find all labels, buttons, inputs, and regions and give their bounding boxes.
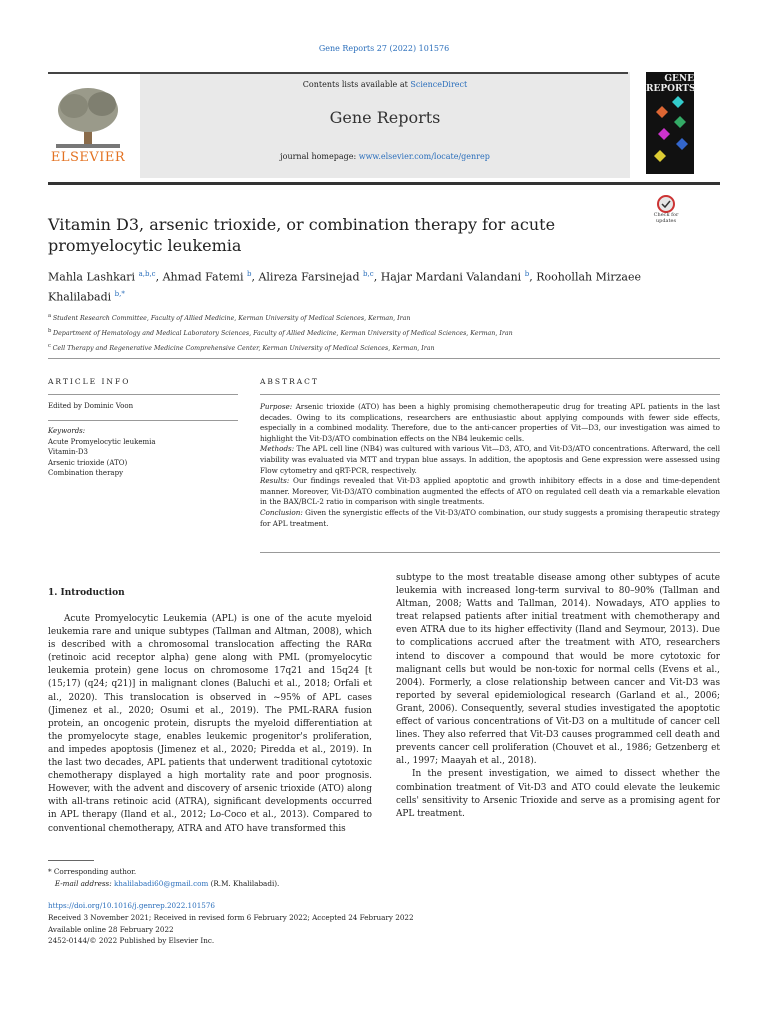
conclusion-label: Conclusion: [260, 507, 303, 517]
author-name[interactable]: Hajar Mardani Valandani [380, 270, 525, 284]
received-dates: Received 3 November 2021; Received in revised form 6 February 2022; Accepted 24 February 2022 [48, 912, 414, 922]
article-info-rule [48, 394, 238, 395]
journal-title: Gene Reports [329, 108, 441, 127]
author-name[interactable]: Roohollah Mirzaee Khalilabadi [48, 270, 642, 304]
copyright: 2452-0144/© 2022 Published by Elsevier Inc. [48, 936, 215, 946]
section-divider [48, 358, 720, 359]
abstract-methods: Methods: The APL cell line (NB4) was cultured with various Vit—D3, ATO, and Vit-D3/ATO concentrations. Afterward, the cell viability was evaluated via MTT and trypan blue assays. In addition, the apoptosis and Gene expression were assessed using Flow cytometry and qRT-PCR, respectively. [260, 444, 720, 475]
abstract-rule [260, 394, 720, 395]
publisher-name: ELSEVIER [50, 150, 126, 165]
contents-prefix: Contents lists available at [302, 80, 408, 89]
article-title: Vitamin D3, arsenic trioxide, or combination therapy for acute promyelocytic leukemia [48, 215, 556, 255]
body-paragraph: In the present investigation, we aimed to dissect whether the combination treatment of Vit-D3 and ATO could elevate the leukemic cells' sensitivity to Arsenic Trioxide and serve as a promising agent for APL treatment. [396, 769, 720, 819]
results-label: Results: [260, 476, 290, 486]
email-line [48, 878, 448, 890]
article-info-rule [48, 420, 238, 421]
keywords-block [48, 426, 238, 479]
email-label: E-mail address: [54, 878, 112, 888]
author-affiliation-marker[interactable]: b [524, 270, 530, 278]
footnote-rule [48, 860, 94, 861]
abstract-text [260, 402, 720, 529]
introduction-heading: 1. Introduction [48, 588, 125, 598]
purpose-label: Purpose: [260, 402, 293, 411]
abstract-purpose: Purpose: Arsenic trioxide (ATO) has been a highly promising chemotherapeutic drug for treating APL patients in the last decades. Owing to its complications, researchers are enthusiastic about applying compounds with fewer side effects, especially in a combined modality. Therefore, due to the anti-cancer properties of Vit—D3, our investigation was aimed to highlight the Vit-D3/ATO combination effects on the NB4 leukemic cells. [260, 402, 720, 443]
author-affiliation-marker[interactable]: a,b,c [138, 270, 156, 278]
article-info-heading: ARTICLE INFO [48, 377, 131, 386]
body-column-left [48, 613, 372, 836]
body-paragraph: subtype to the most treatable disease among other subtypes of acute leukemia with increased long-term survival to 80–90% (Tallman and Altman, 2008; Watts and Tallman, 2014). Nowadays, ATO applies to treat relapsed patients after initial treatment with chemotherapy and even ATRA due to its higher effectivity (Iland and Seymour, 2013). Due to complications accrued after the treatment with ATO, researchers intend to discover a compound that would be more cytotoxic for malignant cells but would be non-toxic for normal cells (Evens et al., 2004). Formerly, a close relationship between cancer and Vit-D3 was reported by several epidemiological research (Garland et al., 2006; Grant, 2006). Consequently, several studies investigated the apoptotic effect of various concentrations of Vit-D3 on a multitude of cancer cell lines. They also referred that Vit-D3 causes programmed cell death and prevents cancer cell proliferation (Chouvet et al., 1986; Getzenberg et al., 1997; Maayah et al., 2018). [396, 573, 720, 767]
email-link[interactable]: khalilabadi60@gmail.com [113, 878, 209, 888]
methods-label: Methods: [260, 444, 295, 454]
author-name[interactable]: Mahla Lashkari [48, 270, 139, 284]
affiliation-item: $^c$ Cell Therapy and Regenerative Medicine Comprehensive Center, Kerman University of Medical Sciences, Kerman, Iran [48, 343, 435, 353]
email-suffix: (R.M. Khalilabadi). [210, 878, 280, 888]
affiliation-list [48, 310, 728, 355]
body-paragraph: Acute Promyelocytic Leukemia (APL) is one of the acute myeloid leukemia rare and unique subtypes (Tallman and Altman, 2008), which is described with a chromosomal translocation affecting the RARα (retinoic acid receptor alpha) gene along with PML (promyelocytic leukemia protein) gene locus on chromosome 17q21 and 15q24 [t (15;17) (q24; q21)] in malignant clones (Baluchi et al., 2018; Orfali et al., 2020). This translocation is observed in ~95% of APL cases (Jimenez et al., 2020; Osumi et al., 2019). The PML-RARA fusion protein, an oncogenic protein, disrupts the myeloid differentiation at the promyelocyte stage, enables leukemic progenitor's proliferation, and impedes apoptosis (Jimenez et al., 2020; Piredda et al., 2019). In the last two decades, APL patients that underwent traditional cytotoxic chemotherapy displayed a high mortality rate and poor prognosis. However, with the advent and discovery of arsenic trioxide (ATO) along with all-trans retinoic acid (ATRA), significant developments occurred in APL therapy (Iland et al., 2012; Lo-Coco et al., 2013). Compared to conventional chemotherapy, ATRA and ATO have transformed this [48, 614, 372, 834]
keyword-item: Acute Promyelocytic leukemia [48, 437, 156, 446]
keyword-item: Combination therapy [48, 469, 124, 478]
contents-line [140, 80, 630, 89]
keyword-item: Arsenic trioxide (ATO) [48, 458, 128, 467]
author-affiliation-marker[interactable]: b,* [114, 289, 125, 298]
homepage-prefix: journal homepage: [280, 152, 357, 161]
doi-link[interactable]: https://doi.org/10.1016/j.genrep.2022.101576 [48, 901, 215, 910]
check-updates-label[interactable]: Check for updates [653, 212, 679, 224]
corresponding-author-note: * Corresponding author. [48, 867, 137, 876]
abstract-conclusion: Conclusion: Given the synergistic effects of the Vit-D3/ATO combination, our study suggests a promising therapeutic strategy for APL treatment. [260, 507, 720, 528]
footnotes [48, 866, 448, 889]
homepage-link[interactable]: www.elsevier.com/locate/genrep [358, 152, 490, 161]
affiliation-item: $^b$ Department of Hematology and Medical Laboratory Sciences, Faculty of Allied Medicine, Kerman University of Medical Sciences, Kerman, Iran [48, 328, 513, 338]
publication-info [48, 900, 648, 947]
author-affiliation-marker[interactable]: b [246, 270, 252, 278]
affiliation-key: b [48, 328, 54, 335]
header-bottom-rule [48, 182, 720, 185]
journal-reference[interactable]: Gene Reports 27 (2022) 101576 [318, 44, 450, 53]
cover-title: GENE REPORTS [646, 74, 696, 94]
author-name[interactable]: Ahmad Fatemi [162, 270, 247, 284]
keywords-heading: Keywords: [48, 427, 86, 435]
abstract-heading: ABSTRACT [260, 377, 319, 386]
author-list: Mahla Lashkari $^{a,b,c}$, Ahmad Fatemi $^b$, Alireza Farsinejad $^{b,c}$, Hajar Mardani Valandani $^b$, Roohollah Mirzaee Khalilabadi $^{b,*}$ [48, 270, 642, 304]
homepage-line [140, 152, 630, 161]
available-online: Available online 28 February 2022 [48, 924, 174, 934]
affiliation-key: c [48, 343, 53, 350]
body-column-right [396, 572, 720, 821]
sciencedirect-link[interactable]: ScienceDirect [410, 80, 468, 89]
edited-by: Edited by Dominic Voon [48, 402, 134, 410]
keyword-item: Vitamin-D3 [48, 448, 88, 457]
abstract-results: Results: Our findings revealed that Vit-D3 applied apoptotic and growth inhibitory effects in a dose and time-dependent manner. Moreover, Vit-D3/ATO combination augmented the effects of ATO on regulated cell death via a remarkable elevation in the BAX/BCL-2 ratio in comparison with single treatments. [260, 476, 720, 507]
author-affiliation-marker[interactable]: b,c [363, 270, 374, 278]
affiliation-key: a [48, 313, 53, 319]
abstract-rule [260, 552, 720, 553]
affiliation-item: $^a$ Student Research Committee, Faculty of Allied Medicine, Kerman University of Medical Sciences, Kerman, Iran [48, 313, 411, 323]
author-name[interactable]: Alireza Farsinejad [258, 270, 364, 284]
